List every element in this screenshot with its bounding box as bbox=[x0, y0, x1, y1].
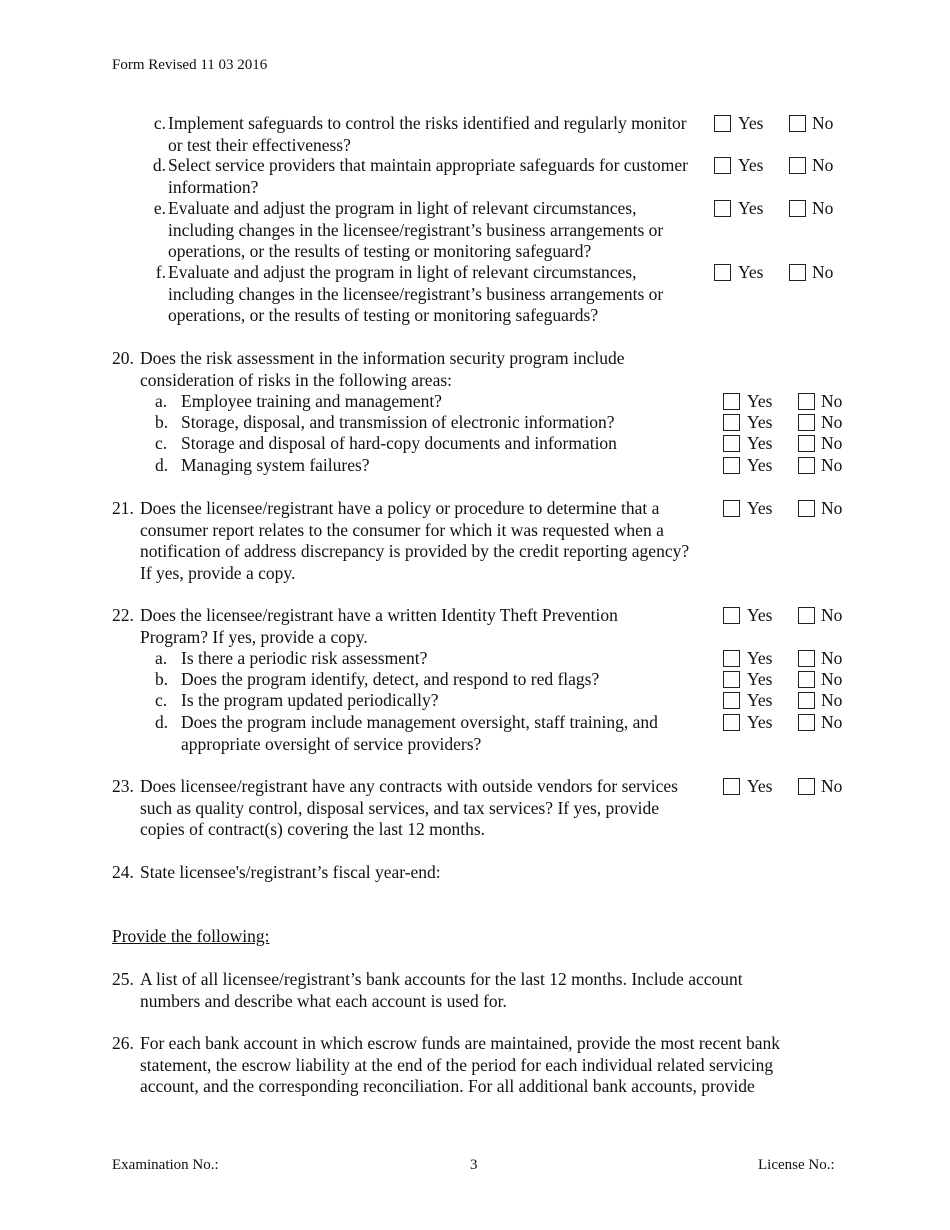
provide-heading: Provide the following: bbox=[112, 926, 270, 946]
item-text: Is the program updated periodically? bbox=[181, 690, 439, 710]
yes-label: Yes bbox=[747, 605, 773, 625]
yes-checkbox[interactable] bbox=[714, 157, 731, 174]
no-checkbox[interactable] bbox=[789, 115, 806, 132]
item-label: a. bbox=[155, 648, 168, 668]
item-text: Implement safeguards to control the risks identified and regularly monitor or test their effectiveness? bbox=[168, 113, 687, 155]
yes-label: Yes bbox=[738, 262, 764, 282]
item-label: d. bbox=[152, 155, 166, 175]
question-number: 20. bbox=[112, 348, 134, 368]
item-label: e. bbox=[153, 198, 166, 218]
item-text: Employee training and management? bbox=[181, 391, 442, 411]
no-label: No bbox=[812, 198, 834, 218]
no-label: No bbox=[821, 412, 843, 432]
yes-label: Yes bbox=[738, 113, 764, 133]
question-number: 26. bbox=[112, 1033, 134, 1053]
no-label: No bbox=[812, 155, 834, 175]
item-label: d. bbox=[155, 712, 169, 732]
form-revision: Form Revised 11 03 2016 bbox=[112, 57, 268, 73]
yes-label: Yes bbox=[747, 690, 773, 710]
question-number: 23. bbox=[112, 776, 134, 796]
page-number: 3 bbox=[470, 1157, 478, 1173]
item-label: c. bbox=[155, 433, 168, 453]
yes-checkbox[interactable] bbox=[723, 500, 740, 517]
no-label: No bbox=[821, 433, 843, 453]
yes-checkbox[interactable] bbox=[714, 115, 731, 132]
item-label: f. bbox=[155, 262, 166, 282]
yes-checkbox[interactable] bbox=[723, 778, 740, 795]
yes-checkbox[interactable] bbox=[723, 692, 740, 709]
item-text: Does the program include management oversight, staff training, and appropriate oversight of service providers? bbox=[181, 712, 658, 754]
no-label: No bbox=[821, 455, 843, 475]
yes-checkbox[interactable] bbox=[714, 264, 731, 281]
no-checkbox[interactable] bbox=[798, 650, 815, 667]
item-text: Select service providers that maintain appropriate safeguards for customer information? bbox=[168, 155, 688, 197]
yes-checkbox[interactable] bbox=[723, 671, 740, 688]
yes-label: Yes bbox=[747, 776, 773, 796]
question-text: A list of all licensee/registrant’s bank accounts for the last 12 months. Include account numbers and describe what each account is used for. bbox=[140, 969, 743, 1011]
item-label: a. bbox=[155, 391, 168, 411]
item-text: Evaluate and adjust the program in light of relevant circumstances, including changes in the licensee/registrant’s business arrangements or operations, or the results of testing or monitoring safeguards? bbox=[168, 262, 664, 325]
no-label: No bbox=[821, 648, 843, 668]
question-number: 22. bbox=[112, 605, 134, 625]
no-label: No bbox=[821, 669, 843, 689]
question-text: Does licensee/registrant have any contracts with outside vendors for services such as quality control, disposal services, and tax services? If yes, provide copies of contract(s) covering the last 12 months. bbox=[140, 776, 678, 839]
yes-label: Yes bbox=[747, 433, 773, 453]
no-checkbox[interactable] bbox=[798, 778, 815, 795]
no-label: No bbox=[812, 113, 834, 133]
yes-label: Yes bbox=[738, 198, 764, 218]
question-text: For each bank account in which escrow funds are maintained, provide the most recent bank statement, the escrow liability at the end of the period for each individual related servicing account, and the corresponding reconciliation. For all additional bank accounts, provide bbox=[140, 1033, 780, 1096]
question-number: 24. bbox=[112, 862, 134, 882]
yes-checkbox[interactable] bbox=[723, 414, 740, 431]
yes-checkbox[interactable] bbox=[723, 457, 740, 474]
item-text: Does the program identify, detect, and respond to red flags? bbox=[181, 669, 600, 689]
yes-checkbox[interactable] bbox=[723, 607, 740, 624]
no-label: No bbox=[821, 605, 843, 625]
no-label: No bbox=[821, 776, 843, 796]
yes-checkbox[interactable] bbox=[723, 435, 740, 452]
question-number: 25. bbox=[112, 969, 134, 989]
license-number-label: License No.: bbox=[758, 1157, 835, 1173]
item-label: d. bbox=[155, 455, 169, 475]
yes-checkbox[interactable] bbox=[723, 393, 740, 410]
item-label: c. bbox=[155, 690, 168, 710]
item-label: c. bbox=[153, 113, 166, 133]
item-label: b. bbox=[155, 412, 169, 432]
yes-label: Yes bbox=[747, 712, 773, 732]
item-text: Storage, disposal, and transmission of electronic information? bbox=[181, 412, 615, 432]
yes-checkbox[interactable] bbox=[723, 714, 740, 731]
no-label: No bbox=[821, 690, 843, 710]
yes-label: Yes bbox=[747, 412, 773, 432]
yes-checkbox[interactable] bbox=[723, 650, 740, 667]
no-checkbox[interactable] bbox=[798, 393, 815, 410]
question-text: Does the licensee/registrant have a policy or procedure to determine that a consumer report relates to the consumer for which it was requested when a notification of address discrepancy is provided by the credit reporting agency? If yes, provide a copy. bbox=[140, 498, 690, 583]
no-checkbox[interactable] bbox=[798, 671, 815, 688]
no-label: No bbox=[812, 262, 834, 282]
no-checkbox[interactable] bbox=[789, 264, 806, 281]
yes-checkbox[interactable] bbox=[714, 200, 731, 217]
no-label: No bbox=[821, 391, 843, 411]
no-checkbox[interactable] bbox=[798, 414, 815, 431]
yes-label: Yes bbox=[747, 648, 773, 668]
item-text: Evaluate and adjust the program in light of relevant circumstances, including changes in the licensee/registrant’s business arrangements or operations, or the results of testing or monitoring safeguard? bbox=[168, 198, 664, 261]
yes-label: Yes bbox=[747, 391, 773, 411]
no-checkbox[interactable] bbox=[798, 500, 815, 517]
question-text: Does the licensee/registrant have a written Identity Theft Prevention Program? If yes, provide a copy. bbox=[140, 605, 618, 647]
no-checkbox[interactable] bbox=[789, 157, 806, 174]
item-label: b. bbox=[155, 669, 169, 689]
yes-label: Yes bbox=[747, 498, 773, 518]
no-checkbox[interactable] bbox=[789, 200, 806, 217]
yes-label: Yes bbox=[738, 155, 764, 175]
no-checkbox[interactable] bbox=[798, 607, 815, 624]
examination-number-label: Examination No.: bbox=[112, 1157, 219, 1173]
no-label: No bbox=[821, 498, 843, 518]
yes-label: Yes bbox=[747, 455, 773, 475]
item-text: Managing system failures? bbox=[181, 455, 370, 475]
item-text: Is there a periodic risk assessment? bbox=[181, 648, 428, 668]
question-text: Does the risk assessment in the information security program include consideration of risks in the following areas: bbox=[140, 348, 625, 390]
yes-label: Yes bbox=[747, 669, 773, 689]
no-checkbox[interactable] bbox=[798, 692, 815, 709]
no-checkbox[interactable] bbox=[798, 714, 815, 731]
item-text: Storage and disposal of hard-copy documents and information bbox=[181, 433, 617, 453]
question-text: State licensee's/registrant’s fiscal year-end: bbox=[140, 862, 441, 882]
no-checkbox[interactable] bbox=[798, 435, 815, 452]
no-checkbox[interactable] bbox=[798, 457, 815, 474]
question-number: 21. bbox=[112, 498, 134, 518]
no-label: No bbox=[821, 712, 843, 732]
